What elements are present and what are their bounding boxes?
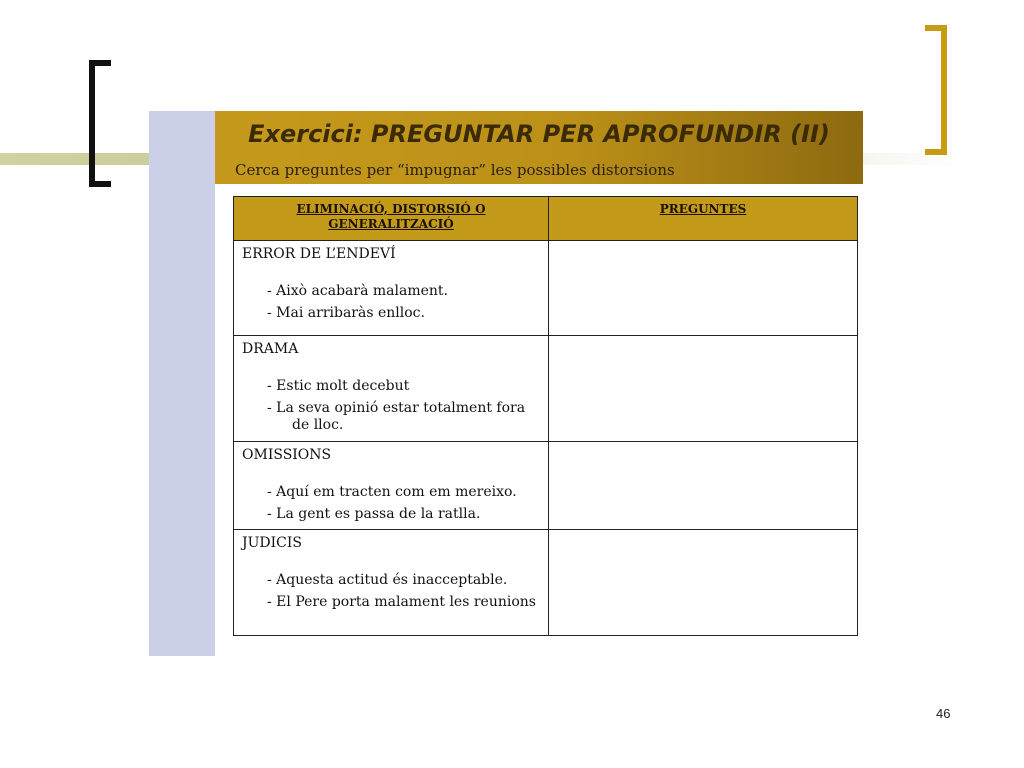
decorative-side-panel xyxy=(149,111,215,656)
page-number: 46 xyxy=(936,706,951,721)
title-band xyxy=(215,111,863,184)
slide-title: Exercici: PREGUNTAR PER APROFUNDIR (II) xyxy=(248,120,830,148)
example-text: - Aquí em tracten com em mereixo. xyxy=(267,484,517,500)
example-text: - La gent es passa de la ratlla. xyxy=(267,506,481,522)
table-row xyxy=(234,530,858,636)
category-label: DRAMA xyxy=(242,341,299,357)
example-text: - Estic molt decebut xyxy=(267,378,410,394)
example-text: - Això acabarà malament. xyxy=(267,283,448,299)
distortion-cell xyxy=(234,336,549,442)
category-label: OMISSIONS xyxy=(242,447,332,463)
table-header-row xyxy=(234,197,858,241)
table-row xyxy=(234,241,858,336)
table-row xyxy=(234,442,858,530)
example-text: - Mai arribaràs enlloc. xyxy=(267,305,425,321)
table-row xyxy=(234,336,858,442)
question-cell[interactable] xyxy=(549,336,858,442)
column-header-questions: PREGUNTES xyxy=(549,197,858,241)
right-bracket-decoration xyxy=(925,25,947,155)
example-text: - La seva opinió estar totalment fora de lloc. xyxy=(267,400,526,433)
distortion-cell xyxy=(234,241,549,336)
distortion-cell xyxy=(234,530,549,636)
exercise-table xyxy=(233,196,858,636)
slide-subtitle: Cerca preguntes per “impugnar” les possibles distorsions xyxy=(235,161,675,179)
question-cell[interactable] xyxy=(549,530,858,636)
distortion-cell xyxy=(234,442,549,530)
category-label: JUDICIS xyxy=(242,535,302,551)
example-text: - El Pere porta malament les reunions xyxy=(267,594,536,610)
example-text: - Aquesta actitud és inacceptable. xyxy=(267,572,508,588)
category-label: ERROR DE L’ENDEVÍ xyxy=(242,246,396,262)
left-bracket-decoration xyxy=(89,60,111,187)
column-header-distortion: ELIMINACIÓ, DISTORSIÓ O GENERALITZACIÓ xyxy=(234,197,549,241)
question-cell[interactable] xyxy=(549,241,858,336)
question-cell[interactable] xyxy=(549,442,858,530)
